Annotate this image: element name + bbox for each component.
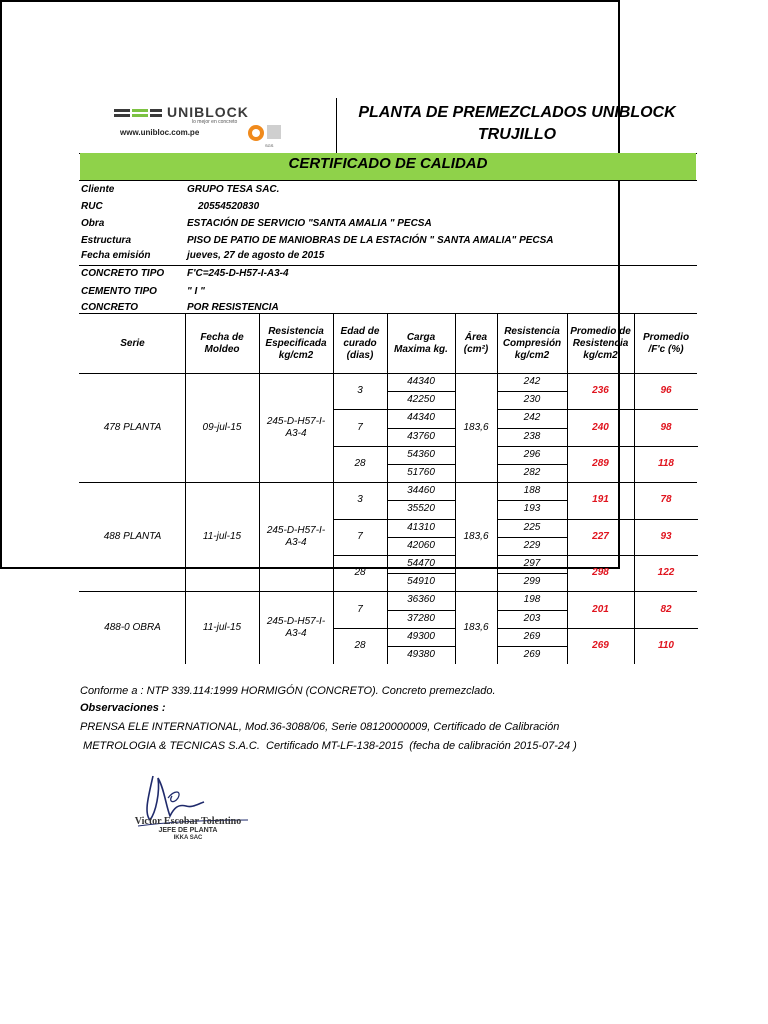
compresion-cell: 203 bbox=[523, 612, 541, 624]
resistencia-cell: 245-D-H57-I-A3-4 bbox=[266, 615, 326, 639]
cliente-label: Cliente bbox=[81, 184, 115, 195]
area-cell: 183,6 bbox=[463, 421, 489, 433]
header-edad: Edad de curado (dias) bbox=[340, 325, 380, 361]
carga-cell: 42060 bbox=[407, 539, 435, 551]
compresion-cell: 242 bbox=[523, 412, 541, 424]
area-cell: 183,6 bbox=[463, 621, 489, 633]
porcentaje-cell: 98 bbox=[660, 421, 672, 433]
carga-cell: 54470 bbox=[407, 558, 435, 570]
observacion-line-1: PRENSA ELE INTERNATIONAL, Mod.36-3088/06, Serie 08120000009, Certificado de Calibración bbox=[80, 721, 560, 733]
compresion-cell: 269 bbox=[523, 630, 541, 642]
promedio-cell: 227 bbox=[592, 530, 609, 542]
cliente-value: GRUPO TESA SAC. bbox=[187, 184, 280, 195]
promedio-cell: 201 bbox=[592, 603, 609, 615]
compresion-cell: 299 bbox=[523, 576, 541, 588]
compresion-cell: 242 bbox=[523, 376, 541, 388]
compresion-cell: 188 bbox=[523, 485, 541, 497]
porcentaje-cell: 118 bbox=[658, 457, 674, 469]
column-line bbox=[387, 314, 388, 664]
carga-cell: 51760 bbox=[407, 467, 435, 479]
column-line bbox=[185, 314, 186, 664]
header-compresion: Resistencia Compresión kg/cm2 bbox=[502, 325, 562, 361]
fecha-emision-value: jueves, 27 de agosto de 2015 bbox=[187, 250, 325, 261]
signer-name: Victor Escobar Tolentino bbox=[134, 816, 242, 827]
header-promedio: Promedio de Resistencia kg/cm2 bbox=[570, 325, 631, 361]
conforme-note: Conforme a : NTP 339.114:1999 HORMIGÓN (CONCRETO). Concreto premezclado. bbox=[80, 685, 496, 697]
column-line bbox=[567, 314, 568, 664]
compresion-cell: 229 bbox=[523, 539, 541, 551]
area-cell: 183,6 bbox=[463, 530, 489, 542]
signer-role: JEFE DE PLANTA bbox=[158, 827, 218, 834]
observaciones-label: Observaciones : bbox=[80, 702, 166, 714]
promedio-cell: 269 bbox=[592, 639, 609, 651]
obra-label: Obra bbox=[81, 218, 105, 229]
header-resistencia: Resistencia Especificada kg/cm2 bbox=[265, 325, 327, 361]
promedio-cell: 236 bbox=[592, 385, 609, 397]
porcentaje-cell: 93 bbox=[660, 530, 672, 542]
observacion-line-2: METROLOGIA & TECNICAS S.A.C. Certificado MT-LF-138-2015 (fecha de calibración 2015-07-24 ) bbox=[80, 740, 577, 752]
banner-bottom-border bbox=[79, 180, 697, 181]
sgs-badge-label: SGS bbox=[265, 143, 274, 148]
compresion-cell: 198 bbox=[523, 594, 541, 606]
carga-cell: 49300 bbox=[407, 630, 435, 642]
banner-title: CERTIFICADO DE CALIDAD bbox=[288, 155, 488, 172]
header-carga: Carga Maxima kg. bbox=[394, 331, 448, 355]
compresion-cell: 230 bbox=[523, 394, 541, 406]
column-line bbox=[497, 314, 498, 664]
edad-cell: 3 bbox=[357, 385, 363, 397]
promedio-cell: 240 bbox=[592, 421, 609, 433]
edad-cell: 28 bbox=[354, 639, 366, 651]
title-line-1: PLANTA DE PREMEZCLADOS UNIBLOCK bbox=[358, 104, 676, 121]
signature-block bbox=[108, 768, 268, 848]
compresion-cell: 225 bbox=[523, 521, 541, 533]
serie-cell: 488 PLANTA bbox=[103, 530, 162, 542]
porcentaje-cell: 82 bbox=[660, 603, 672, 615]
edad-cell: 7 bbox=[357, 530, 363, 542]
carga-cell: 36360 bbox=[407, 594, 435, 606]
promedio-cell: 298 bbox=[592, 567, 609, 579]
fecha-emision-label: Fecha emisión bbox=[81, 250, 151, 261]
column-line bbox=[455, 314, 456, 664]
porcentaje-cell: 110 bbox=[658, 639, 674, 651]
fecha-cell: 11-jul-15 bbox=[202, 621, 242, 633]
logo-tagline: lo mejor en concreto bbox=[192, 119, 238, 125]
promedio-cell: 191 bbox=[592, 494, 609, 506]
estructura-label: Estructura bbox=[81, 235, 132, 246]
compresion-cell: 296 bbox=[523, 448, 541, 460]
porcentaje-cell: 122 bbox=[657, 567, 675, 579]
ruc-label: RUC bbox=[81, 201, 103, 212]
serie-cell: 488-0 OBRA bbox=[104, 621, 161, 633]
carga-cell: 37280 bbox=[407, 612, 435, 624]
estructura-value: PISO DE PATIO DE MANIOBRAS DE LA ESTACIÓN " SANTA AMALIA" PECSA bbox=[187, 235, 554, 246]
header-area: Área (cm²) bbox=[463, 331, 489, 355]
concreto-tipo-value: F'C=245-D-H57-I-A3-4 bbox=[187, 268, 289, 279]
title-line-2: TRUJILLO bbox=[477, 126, 557, 143]
column-line bbox=[259, 314, 260, 664]
porcentaje-cell: 96 bbox=[660, 385, 672, 397]
edad-cell: 3 bbox=[357, 494, 363, 506]
compresion-cell: 282 bbox=[523, 467, 541, 479]
carga-cell: 49380 bbox=[407, 649, 435, 661]
carga-cell: 41310 bbox=[407, 521, 435, 533]
carga-cell: 44340 bbox=[407, 376, 435, 388]
page-title bbox=[337, 104, 697, 144]
promedio-cell: 289 bbox=[592, 457, 609, 469]
obra-value: ESTACIÓN DE SERVICIO "SANTA AMALIA " PECSA bbox=[187, 218, 432, 229]
fecha-cell: 11-jul-15 bbox=[202, 530, 242, 542]
carga-cell: 34460 bbox=[407, 485, 435, 497]
concrete-info bbox=[80, 267, 696, 319]
edad-cell: 7 bbox=[357, 421, 363, 433]
concreto-value: POR RESISTENCIA bbox=[187, 302, 279, 313]
carga-cell: 44340 bbox=[407, 412, 435, 424]
header-fecha: Fecha de Moldeo bbox=[200, 331, 244, 355]
column-line bbox=[333, 314, 334, 664]
logo-brand: UNIBLOCK bbox=[167, 104, 249, 120]
edad-cell: 28 bbox=[354, 567, 366, 579]
ruc-value: 20554520830 bbox=[198, 201, 260, 212]
carga-cell: 42250 bbox=[407, 394, 435, 406]
compresion-cell: 269 bbox=[523, 649, 541, 661]
edad-cell: 28 bbox=[354, 457, 366, 469]
logo-website: www.unibloc.com.pe bbox=[120, 128, 200, 137]
serie-cell: 478 PLANTA bbox=[103, 421, 162, 433]
info-divider bbox=[79, 265, 697, 266]
header-promedio_fc: Promedio /F'c (%) bbox=[642, 331, 690, 355]
concreto-label: CONCRETO bbox=[81, 302, 139, 313]
concreto-tipo-label: CONCRETO TIPO bbox=[81, 268, 165, 279]
compresion-cell: 193 bbox=[523, 503, 541, 515]
resistencia-cell: 245-D-H57-I-A3-4 bbox=[266, 415, 326, 439]
column-line bbox=[634, 314, 635, 664]
compresion-cell: 297 bbox=[523, 558, 541, 570]
header-serie: Serie bbox=[120, 337, 145, 349]
carga-cell: 54910 bbox=[407, 576, 435, 588]
fecha-cell: 09-jul-15 bbox=[202, 421, 242, 433]
porcentaje-cell: 78 bbox=[660, 494, 672, 506]
carga-cell: 43760 bbox=[407, 430, 435, 442]
cemento-tipo-label: CEMENTO TIPO bbox=[81, 286, 157, 297]
edad-cell: 7 bbox=[357, 603, 363, 615]
compresion-cell: 238 bbox=[523, 430, 541, 442]
cemento-tipo-value: " I " bbox=[187, 286, 205, 297]
company-logo bbox=[112, 103, 312, 151]
carga-cell: 35520 bbox=[407, 503, 435, 515]
client-info bbox=[80, 182, 696, 267]
resistencia-cell: 245-D-H57-I-A3-4 bbox=[266, 524, 326, 548]
signer-company: IKKA SAC bbox=[173, 835, 203, 841]
carga-cell: 54360 bbox=[407, 448, 435, 460]
